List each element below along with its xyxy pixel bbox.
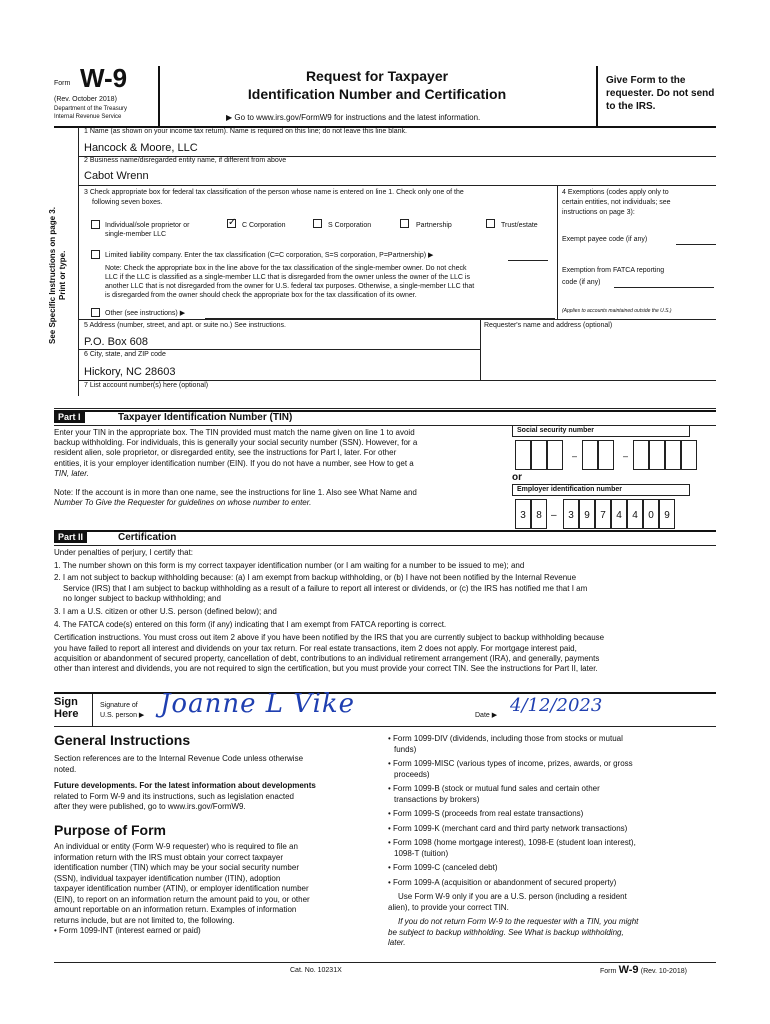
signature-label1: Signature of — [100, 702, 138, 709]
line1-label: 1 Name (as shown on your income tax return). Name is required on this line; do not leave this line blank. — [84, 128, 407, 135]
part2-title: Certification — [118, 532, 177, 543]
general-left-column — [54, 754, 374, 813]
line7-label: 7 List account number(s) here (optional) — [84, 382, 209, 389]
goto-instructions: ▶ Go to www.irs.gov/FormW9 for instructions and the latest information. — [226, 113, 481, 122]
form-title-line1: Request for Taxpayer — [305, 68, 449, 84]
certification-text — [54, 548, 718, 674]
part1-tab: Part I — [54, 411, 85, 423]
gi-bullet: • Form 1099-C (canceled debt) — [388, 863, 498, 872]
s-corporation-checkbox[interactable] — [313, 219, 322, 228]
exemptions-title3: instructions on page 3): — [562, 209, 635, 216]
form-word: Form — [54, 80, 71, 87]
or-label: or — [512, 472, 522, 483]
trust-estate-label: Trust/estate — [501, 222, 538, 229]
date-value[interactable]: 4/12/2023 — [510, 695, 603, 716]
here-label: Here — [54, 708, 79, 720]
ssn-label: Social security number — [517, 427, 595, 434]
address-field[interactable]: P.O. Box 608 — [84, 336, 149, 348]
gi-line: Section references are to the Internal Revenue Code unless otherwise — [54, 754, 304, 763]
general-instructions-title: General Instructions — [54, 732, 191, 748]
side-instructions — [48, 144, 57, 344]
trust-estate-checkbox[interactable] — [486, 219, 495, 228]
part1-title: Taxpayer Identification Number (TIN) — [118, 412, 293, 423]
gi-line: • Form 1099-INT (interest earned or paid) — [54, 926, 201, 935]
ein-digit: 4 — [616, 510, 622, 521]
gi-line: If you do not return Form W-9 to the requester with a TIN, you might — [398, 917, 639, 926]
s-corporation-label: S Corporation — [328, 222, 372, 229]
fatca-label1: Exemption from FATCA reporting — [562, 267, 665, 274]
line2-label: 2 Business name/disregarded entity name, if different from above — [84, 157, 287, 164]
print-type-label: Print or type. — [58, 250, 67, 300]
gi-bullet: • Form 1099-K (merchant card and third party network transactions) — [388, 823, 628, 833]
gi-line: Future developments. For the latest information about developments — [54, 781, 316, 790]
ein-digit: 3 — [520, 510, 526, 521]
footer-form-number: W-9 — [618, 964, 639, 976]
form-number: W-9 — [80, 63, 128, 93]
ein-digit: 0 — [648, 510, 654, 521]
form-title-line2: Identification Number and Certification — [247, 86, 507, 102]
gi-line: after they were published, go to www.irs.gov/FormW9. — [54, 802, 246, 811]
city-state-zip-field[interactable]: Hickory, NC 28603 — [84, 366, 176, 378]
line3-label-a: 3 Check appropriate box for federal tax classification of the person whose name is entered on line 1. Check only one of the — [84, 189, 464, 196]
ein-digit: 9 — [664, 510, 670, 521]
form-revision: (Rev. October 2018) — [54, 96, 117, 103]
note-line1: Note: Check the appropriate box in the line above for the tax classification of the single-member owner. Do not check — [105, 265, 467, 272]
gi-line: noted. — [54, 764, 77, 774]
general-right-column — [388, 734, 718, 949]
ein-label-box — [512, 484, 690, 496]
ein-digit: 4 — [632, 510, 638, 521]
gi-bullet: 1098-T (tuition) — [394, 848, 449, 858]
gi-line: related to Form W-9 and its instructions, such as legislation enacted — [54, 791, 294, 801]
gi-line: returns include, but are not limited to, the following. — [54, 915, 235, 925]
c-corporation-checkbox[interactable] — [227, 219, 236, 228]
signature-label2: U.S. person ▶ — [100, 712, 145, 719]
gi-bullet: • Form 1098 (home mortgage interest), 1098-E (student loan interest), — [388, 838, 636, 847]
note-line2: LLC if the LLC is classified as a single-member LLC that is disregarded from the owner unless the owner of the LLC is — [105, 274, 470, 281]
llc-label: Limited liability company. Enter the tax classification (C=C corporation, S=S corporation, P=Partnership) ▶ — [105, 252, 434, 259]
gi-line: (SSN), individual taxpayer identification number (ITIN), adoption — [54, 873, 281, 883]
part1-note — [54, 488, 504, 508]
cert-item: 3. I am a U.S. citizen or other U.S. person (defined below); and — [54, 607, 277, 617]
ein-dash: – — [551, 510, 557, 521]
cert-item: 1. The number shown on this form is my correct taxpayer identification number (or I am waiting for a number to be issued to me); and — [54, 561, 525, 571]
cert-item: Service (IRS) that I am subject to backup withholding as a result of a failure to report all interest or dividends, or (c) the IRS has notified me that I am — [63, 583, 588, 593]
see-specific-label: See Specific Instructions on page 3. — [48, 207, 57, 344]
part2-tab: Part II — [54, 531, 87, 543]
gi-bullet: funds) — [394, 744, 417, 754]
department: Department of the Treasury — [54, 106, 128, 112]
cert-item: 4. The FATCA code(s) entered on this form (if any) indicating that I am exempt from FATCA reporting is correct. — [54, 620, 447, 630]
other-label: Other (see instructions) ▶ — [105, 310, 186, 317]
gi-line: later. — [388, 938, 406, 947]
gi-bullet: • Form 1099-B (stock or mutual fund sales and certain other — [388, 784, 600, 793]
catalog-number: Cat. No. 10231X — [290, 967, 342, 974]
purpose-text — [54, 842, 374, 937]
sign-label: Sign — [54, 696, 78, 708]
gi-line: Use Form W-9 only if you are a U.S. person (including a resident — [398, 892, 627, 901]
part1-line: Enter your TIN in the appropriate box. The TIN provided must match the name given on line 1 to avoid — [54, 428, 415, 437]
gi-line: information return with the IRS must obtain your correct taxpayer — [54, 852, 283, 862]
gi-bullet: • Form 1099-S (proceeds from real estate transactions) — [388, 809, 584, 818]
other-checkbox[interactable] — [91, 308, 100, 317]
individual-checkbox[interactable] — [91, 220, 100, 229]
gi-line: An individual or entity (Form W-9 requester) who is required to file an — [54, 842, 298, 851]
exempt-payee-label: Exempt payee code (if any) — [562, 236, 648, 243]
gi-line: taxpayer identification number (ATIN), or employer identification number — [54, 884, 309, 893]
signature[interactable]: Joanne L Vike — [160, 689, 356, 719]
ssn-dash: – — [623, 451, 629, 461]
part1-line: backup withholding. For individuals, this is generally your social security number (SSN). However, for a — [54, 438, 418, 448]
exemptions-title2: certain entities, not individuals; see — [562, 199, 671, 206]
c-corporation-label: C Corporation — [242, 222, 286, 229]
gi-line: (EIN), to report on an information return the amount paid to you, or other — [54, 894, 310, 904]
ein-digit: 7 — [600, 510, 606, 521]
cert-instructions: Certification instructions. You must cross out item 2 above if you have been notified by the IRS that you are currently subject to backup withholding because — [54, 633, 605, 643]
applies-note: (Applies to accounts maintained outside the U.S.) — [562, 308, 672, 314]
note-line3: another LLC that is not disregarded from the owner for U.S. federal tax purposes. Otherwise, a single-member LLC that — [105, 283, 475, 290]
gi-line: identification number (TIN) which may be your social security number — [54, 863, 299, 872]
individual-label-b: single-member LLC — [105, 231, 167, 238]
ein-label: Employer identification number — [517, 486, 623, 493]
ein-digit: 8 — [536, 510, 542, 521]
gi-line: amount reportable on an information return. Examples of information — [54, 905, 297, 914]
cert-instructions: other than interest and dividends, you are not required to sign the certification, but you must provide your correct TIN. See the instructions for Part II, later. — [54, 664, 598, 674]
gi-bullet: proceeds) — [394, 769, 430, 779]
fatca-label2: code (if any) — [562, 279, 601, 286]
ein-digit: 9 — [584, 510, 590, 521]
note-line4: is disregarded from the owner should check the appropriate box for the tax classification of its owner. — [105, 292, 417, 299]
gi-line: alien), to provide your correct TIN. — [388, 902, 509, 912]
part1-line: resident alien, sole proprietor, or disregarded entity, see the instructions for Part I, later. For other — [54, 448, 397, 458]
llc-checkbox[interactable] — [91, 250, 100, 259]
partnership-label: Partnership — [416, 222, 452, 229]
part1-note-line: Number To Give the Requester for guidelines on whose number to enter. — [54, 498, 312, 508]
gi-bullet: • Form 1099-MISC (various types of income, prizes, awards, or gross — [388, 759, 633, 768]
footer-revision: (Rev. 10-2018) — [640, 968, 687, 975]
line3-label-b: following seven boxes. — [92, 199, 163, 206]
partnership-checkbox[interactable] — [400, 219, 409, 228]
line6-label: 6 City, state, and ZIP code — [84, 351, 166, 358]
footer-form-word: Form — [600, 968, 617, 975]
gi-bullet: • Form 1099-DIV (dividends, including those from stocks or mutual — [388, 734, 623, 743]
cert-line: Under penalties of perjury, I certify that: — [54, 548, 194, 557]
exemptions-title1: 4 Exemptions (codes apply only to — [562, 189, 669, 196]
give-form-note: Give Form to the requester. Do not send to the IRS. — [606, 75, 715, 112]
line5-label: 5 Address (number, street, and apt. or suite no.) See instructions. — [84, 322, 286, 329]
ssn-label-box — [512, 425, 690, 437]
part1-line: entities, it is your employer identification number (EIN). If you do not have a number, see How to get a — [54, 458, 414, 468]
requester-label: Requester's name and address (optional) — [484, 322, 613, 329]
name-field[interactable]: Hancock & Moore, LLC — [84, 142, 198, 154]
business-name-field[interactable]: Cabot Wrenn — [84, 170, 149, 182]
gi-bullet: transactions by brokers) — [394, 794, 480, 804]
irs-label: Internal Revenue Service — [54, 114, 122, 120]
part1-text — [54, 428, 504, 479]
gi-bullet: • Form 1099-A (acquisition or abandonment of secured property) — [388, 877, 617, 887]
individual-label-a: Individual/sole proprietor or — [105, 222, 190, 229]
gi-line: be subject to backup withholding. See What is backup withholding, — [388, 927, 624, 937]
date-label: Date ▶ — [475, 712, 498, 719]
part1-line: TIN, later. — [54, 468, 89, 478]
part1-note-line: Note: If the account is in more than one name, see the instructions for line 1. Also see What Name and — [54, 488, 417, 497]
cert-item: no longer subject to backup withholding; and — [63, 593, 221, 603]
cert-instructions: acquisition or abandonment of secured property, cancellation of debt, contributions to an individual retirement arrangement (IRA), and generally, payments — [54, 653, 600, 663]
ssn-dash: – — [572, 451, 578, 461]
purpose-title: Purpose of Form — [54, 822, 167, 838]
ein-digit: 3 — [568, 510, 574, 521]
footer-form-id — [600, 964, 687, 977]
cert-item: 2. I am not subject to backup withholding because: (a) I am exempt from backup withholding, or (b) I have not been notified by the Internal Revenue — [54, 573, 577, 583]
cert-instructions: you have failed to report all interest and dividends on your tax return. For real estate transactions, item 2 does not apply. For mortgage interest paid, — [54, 643, 577, 653]
